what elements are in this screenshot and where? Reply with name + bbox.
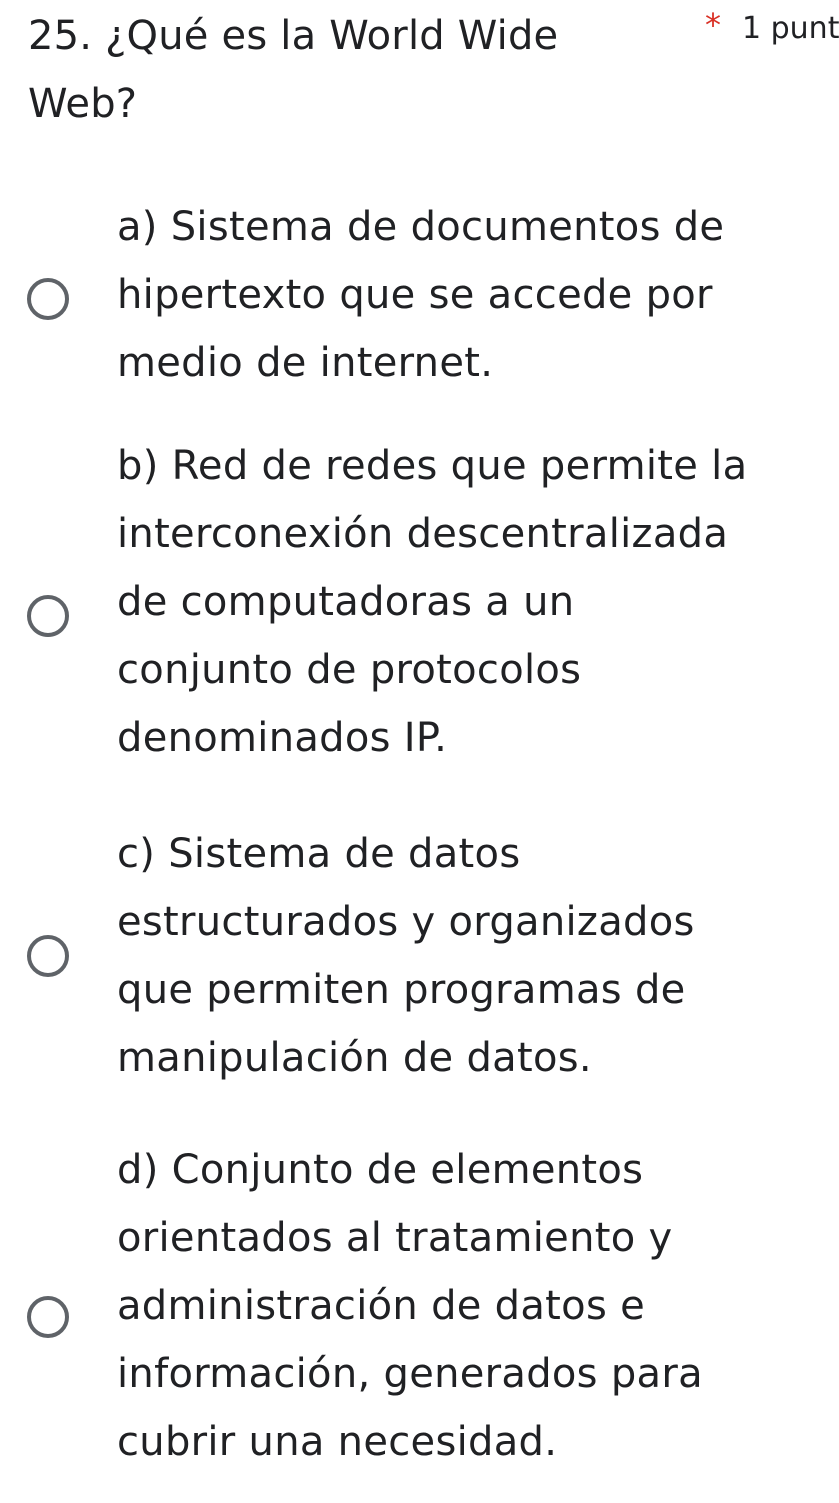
radio-button-b[interactable]	[27, 595, 69, 637]
radio-button-a[interactable]	[27, 278, 69, 320]
points-label: 1 punt	[742, 11, 839, 46]
option-a[interactable]	[0, 193, 839, 397]
option-b-label[interactable]: b) Red de redes que permite la interconexión descentralizada de computadoras a un conjunto de protocolos denominados IP.	[117, 443, 748, 761]
option-d-label[interactable]: d) Conjunto de elementos orientados al tratamiento y administración de datos e información, generados para cubrir una necesidad.	[117, 1147, 703, 1465]
question-header	[28, 0, 839, 140]
required-asterisk: *	[705, 6, 721, 44]
option-c-label[interactable]: c) Sistema de datos estructurados y organizados que permiten programas de manipulación de datos.	[117, 831, 695, 1081]
question-title: 25. ¿Qué es la World Wide Web?	[28, 13, 559, 127]
radio-button-c[interactable]	[27, 935, 69, 977]
option-c[interactable]	[0, 820, 839, 1092]
option-d[interactable]	[0, 1136, 839, 1476]
option-a-label[interactable]: a) Sistema de documentos de hipertexto que se accede por medio de internet.	[117, 204, 725, 386]
option-b[interactable]	[0, 432, 839, 772]
radio-button-d[interactable]	[27, 1296, 69, 1338]
